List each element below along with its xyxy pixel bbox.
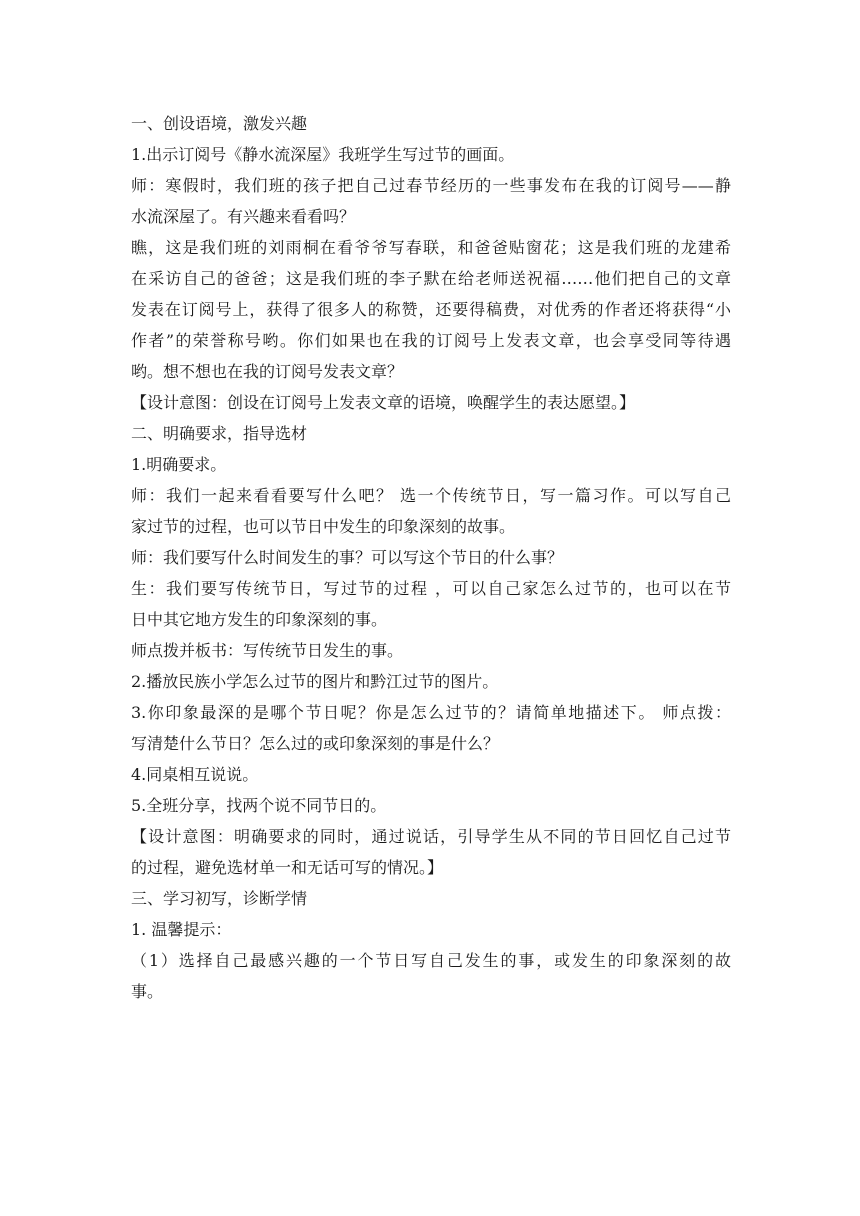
document-line: 水流深屋了。有兴趣来看看吗？ <box>131 207 356 226</box>
document-line: 发表在订阅号上，获得了很多人的称赞，还要得稿费，对优秀的作者还将获得“小 <box>131 300 731 319</box>
document-line: 师：我们要写什么时间发生的事？可以写这个节日的什么事？ <box>131 548 564 567</box>
document-line: 的过程，避免选材单一和无话可写的情况。】 <box>131 858 444 877</box>
document-line: 瞧，这是我们班的刘雨桐在看爷爷写春联，和爸爸贴窗花；这是我们班的龙建希 <box>131 238 731 257</box>
document-line: 写清楚什么节日？怎么过的或印象深刻的事是什么？ <box>131 734 500 753</box>
document-line: 事。 <box>131 982 164 1001</box>
document-line: 作者”的荣誉称号哟。你们如果也在我的订阅号上发表文章，也会享受同等待遇 <box>131 331 731 350</box>
document-line: 3.你印象最深的是哪个节日呢？你是怎么过节的？请简单地描述下。 师点拨： <box>131 703 731 722</box>
document-line: 三、学习初写，诊断学情 <box>131 889 308 908</box>
document-line: 5.全班分享，找两个说不同节日的。 <box>131 796 387 815</box>
document-line: 师：我们一起来看看要写什么吧？ 选一个传统节日，写一篇习作。可以写自己 <box>131 486 731 505</box>
document-line: 4.同桌相互说说。 <box>131 765 259 784</box>
document-line: 【设计意图：创设在订阅号上发表文章的语境，唤醒学生的表达愿望。】 <box>131 393 636 412</box>
document-line: 生：我们要写传统节日，写过节的过程 ，可以自己家怎么过节的，也可以在节 <box>131 579 731 598</box>
document-line: 1.出示订阅号《静水流深屋》我班学生写过节的画面。 <box>131 145 515 164</box>
document-line: 师：寒假时，我们班的孩子把自己过春节经历的一些事发布在我的订阅号——静 <box>131 176 731 195</box>
document-line: 1. 温馨提示： <box>131 920 232 939</box>
document-line: 在采访自己的爸爸；这是我们班的李子默在给老师送祝福……他们把自己的文章 <box>131 269 731 288</box>
document-line: 哟。想不想也在我的订阅号发表文章？ <box>131 362 404 381</box>
document-line: 1.明确要求。 <box>131 455 227 474</box>
document-line: 师点拨并板书：写传统节日发生的事。 <box>131 641 404 660</box>
document-line: （1）选择自己最感兴趣的一个节日写自己发生的事，或发生的印象深刻的故 <box>131 951 731 970</box>
document-line: 【设计意图：明确要求的同时，通过说话，引导学生从不同的节日回忆自己过节 <box>131 827 731 846</box>
document-line: 日中其它地方发生的印象深刻的事。 <box>131 610 388 629</box>
document-line: 二、明确要求，指导选材 <box>131 424 308 443</box>
document-body <box>131 108 731 1007</box>
document-line: 家过节的过程，也可以节日中发生的印象深刻的故事。 <box>131 517 516 536</box>
document-line: 一、创设语境，激发兴趣 <box>131 114 308 133</box>
document-line: 2.播放民族小学怎么过节的图片和黔江过节的图片。 <box>131 672 499 691</box>
